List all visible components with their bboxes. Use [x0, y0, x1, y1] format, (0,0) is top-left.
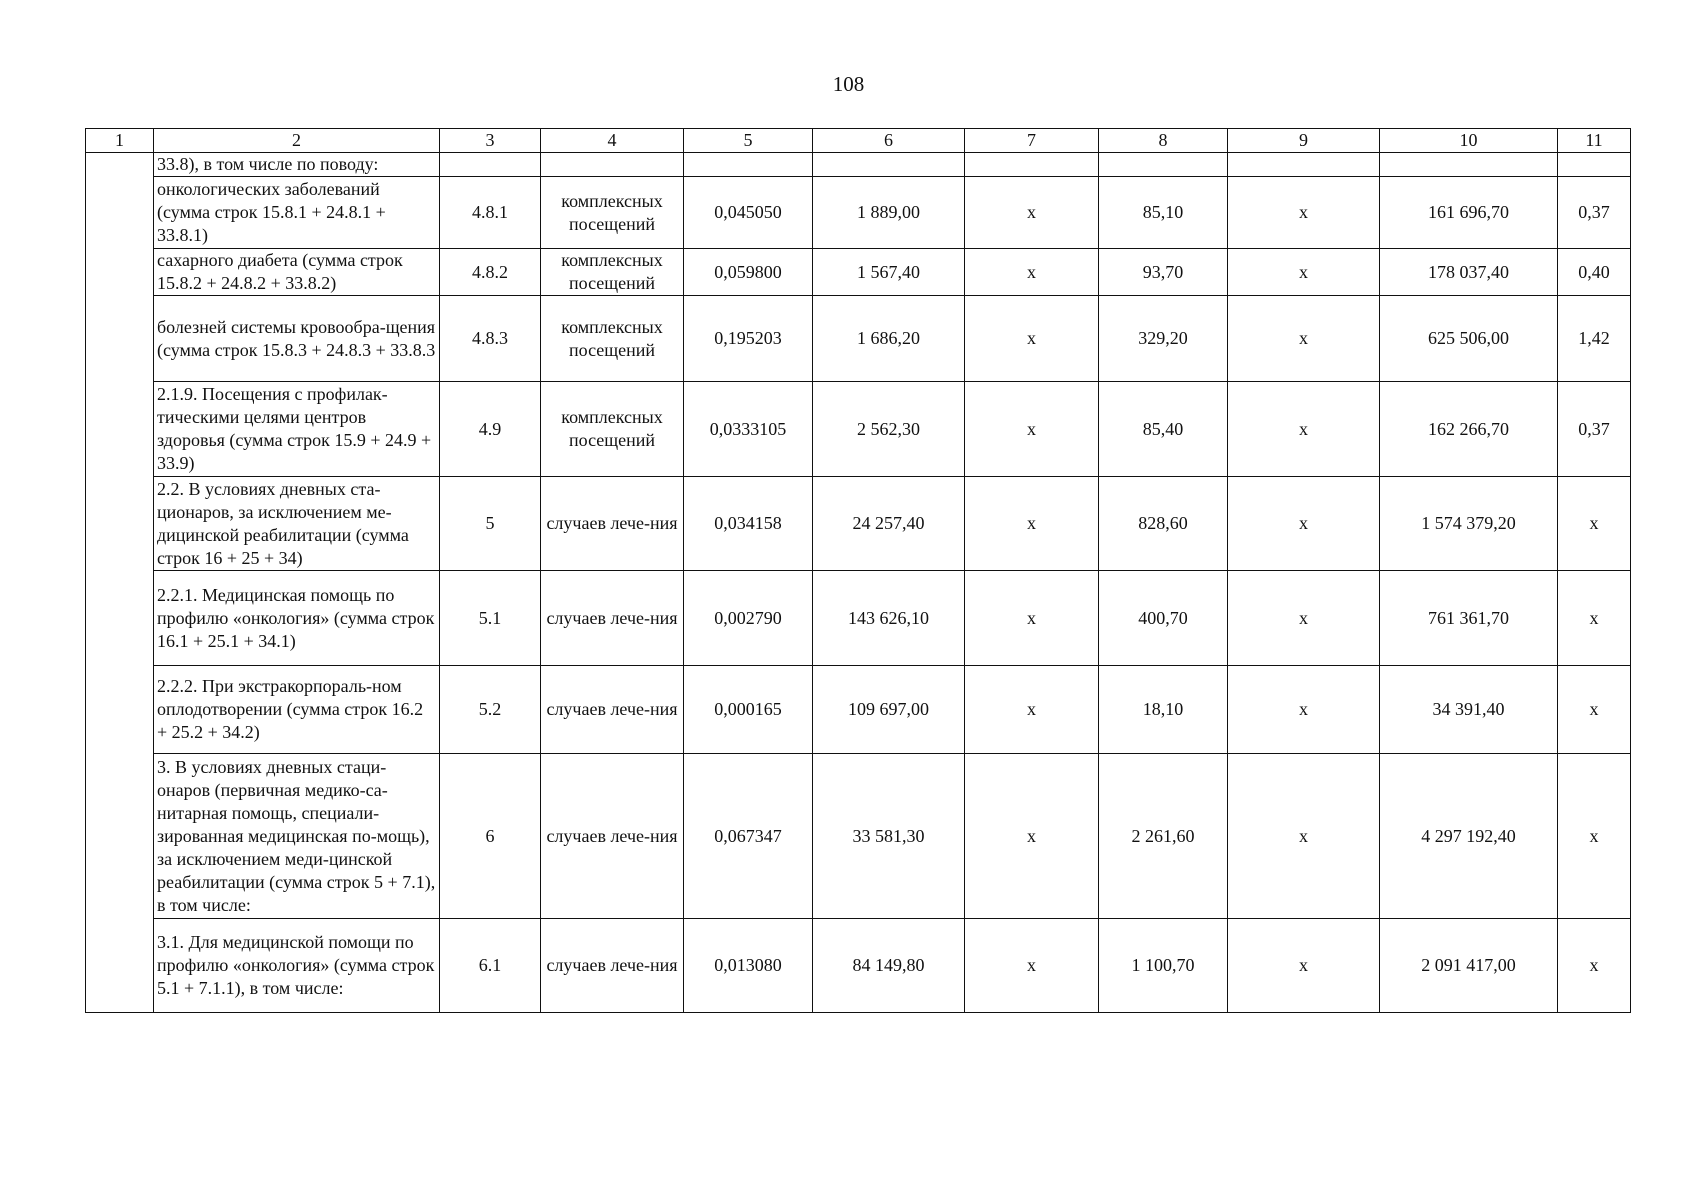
cell-c8	[1099, 153, 1228, 177]
cell-c11: 0,37	[1558, 177, 1631, 249]
table-row	[86, 571, 1631, 666]
cell-c5: 0,034158	[684, 477, 813, 571]
row-code: 4.8.2	[440, 249, 541, 296]
row-label: 3.1. Для медицинской помощи по профилю «онкология» (сумма строк 5.1 + 7.1.1), в том числе:	[154, 919, 440, 1013]
cell-c8: 85,10	[1099, 177, 1228, 249]
cell-c8: 93,70	[1099, 249, 1228, 296]
cell-c6: 24 257,40	[813, 477, 965, 571]
cell-c7: х	[965, 177, 1099, 249]
table-row	[86, 754, 1631, 919]
cell-c7: х	[965, 666, 1099, 754]
unit-cell: комплексных посещений	[541, 382, 684, 477]
row-code: 4.9	[440, 382, 541, 477]
table-row	[86, 249, 1631, 296]
cell-c9: х	[1228, 177, 1380, 249]
cell-c8: 400,70	[1099, 571, 1228, 666]
cell-c7: х	[965, 382, 1099, 477]
cell-c9: х	[1228, 382, 1380, 477]
cell-c5: 0,002790	[684, 571, 813, 666]
cell-c11: х	[1558, 754, 1631, 919]
table-row	[86, 666, 1631, 754]
column-header: 4	[541, 129, 684, 153]
page-number: 108	[832, 72, 865, 96]
cell-c7	[965, 153, 1099, 177]
cell-c7: х	[965, 919, 1099, 1013]
cell-c6	[813, 153, 965, 177]
cell-c11: х	[1558, 919, 1631, 1013]
cell-c6: 143 626,10	[813, 571, 965, 666]
column-header: 1	[86, 129, 154, 153]
cell-c5: 0,195203	[684, 296, 813, 382]
unit-cell: комплексных посещений	[541, 249, 684, 296]
cell-c6: 33 581,30	[813, 754, 965, 919]
row-code: 5.1	[440, 571, 541, 666]
cell-c7: х	[965, 296, 1099, 382]
cell-c11: 0,40	[1558, 249, 1631, 296]
cell-c11: х	[1558, 571, 1631, 666]
cell-c9: х	[1228, 571, 1380, 666]
row-label: 2.1.9. Посещения с профилак-тическими целями центров здоровья (сумма строк 15.9 + 24.9 + 33.9)	[154, 382, 440, 477]
cell-c8: 85,40	[1099, 382, 1228, 477]
cell-c9: х	[1228, 919, 1380, 1013]
column-1-merged-cell	[86, 153, 154, 1013]
cell-c10: 34 391,40	[1380, 666, 1558, 754]
cell-c5: 0,045050	[684, 177, 813, 249]
cell-c7: х	[965, 477, 1099, 571]
row-code: 5.2	[440, 666, 541, 754]
column-header: 7	[965, 129, 1099, 153]
cell-c10: 1 574 379,20	[1380, 477, 1558, 571]
row-code: 5	[440, 477, 541, 571]
cell-c7: х	[965, 249, 1099, 296]
cell-c6: 1 889,00	[813, 177, 965, 249]
row-label: 3. В условиях дневных стаци-онаров (первичная медико-са-нитарная помощь, специали-зированная медицинская по-мощь), за исключением меди-цинской реабилитации (сумма строк 5 + 7.1), в том числе:	[154, 754, 440, 919]
column-header: 3	[440, 129, 541, 153]
unit-cell	[541, 153, 684, 177]
cell-c9: х	[1228, 666, 1380, 754]
cell-c7: х	[965, 571, 1099, 666]
cell-c11: 0,37	[1558, 382, 1631, 477]
cell-c11: х	[1558, 477, 1631, 571]
cell-c6: 2 562,30	[813, 382, 965, 477]
cell-c9: х	[1228, 754, 1380, 919]
cell-c10: 761 361,70	[1380, 571, 1558, 666]
header-row	[86, 129, 1631, 153]
row-label: сахарного диабета (сумма строк 15.8.2 + 24.8.2 + 33.8.2)	[154, 249, 440, 296]
cell-c10: 178 037,40	[1380, 249, 1558, 296]
cell-c11	[1558, 153, 1631, 177]
cell-c5: 0,0333105	[684, 382, 813, 477]
unit-cell: случаев лече-ния	[541, 571, 684, 666]
cell-c6: 84 149,80	[813, 919, 965, 1013]
cell-c10: 161 696,70	[1380, 177, 1558, 249]
cell-c8: 329,20	[1099, 296, 1228, 382]
row-label: 2.2.1. Медицинская помощь по профилю «онкология» (сумма строк 16.1 + 25.1 + 34.1)	[154, 571, 440, 666]
table-row	[86, 153, 1631, 177]
cell-c10: 2 091 417,00	[1380, 919, 1558, 1013]
cell-c9: х	[1228, 477, 1380, 571]
row-code	[440, 153, 541, 177]
column-header: 10	[1380, 129, 1558, 153]
column-header: 6	[813, 129, 965, 153]
unit-cell: случаев лече-ния	[541, 919, 684, 1013]
row-code: 4.8.1	[440, 177, 541, 249]
data-table	[85, 128, 1631, 1013]
column-header: 5	[684, 129, 813, 153]
cell-c9	[1228, 153, 1380, 177]
cell-c6: 1 686,20	[813, 296, 965, 382]
cell-c5	[684, 153, 813, 177]
column-header: 11	[1558, 129, 1631, 153]
cell-c8: 18,10	[1099, 666, 1228, 754]
cell-c9: х	[1228, 249, 1380, 296]
column-header: 2	[154, 129, 440, 153]
cell-c8: 2 261,60	[1099, 754, 1228, 919]
cell-c5: 0,059800	[684, 249, 813, 296]
table-row	[86, 296, 1631, 382]
cell-c9: х	[1228, 296, 1380, 382]
row-label: 2.2. В условиях дневных ста-ционаров, за исключением ме-дицинской реабилитации (сумма строк 16 + 25 + 34)	[154, 477, 440, 571]
table-row	[86, 177, 1631, 249]
row-label: 33.8), в том числе по поводу:	[154, 153, 440, 177]
row-label: 2.2.2. При экстракорпораль-ном оплодотворении (сумма строк 16.2 + 25.2 + 34.2)	[154, 666, 440, 754]
unit-cell: случаев лече-ния	[541, 754, 684, 919]
cell-c5: 0,000165	[684, 666, 813, 754]
row-code: 6	[440, 754, 541, 919]
row-label: болезней системы кровообра-щения (сумма строк 15.8.3 + 24.8.3 + 33.8.3	[154, 296, 440, 382]
column-header: 9	[1228, 129, 1380, 153]
cell-c8: 1 100,70	[1099, 919, 1228, 1013]
cell-c7: х	[965, 754, 1099, 919]
cell-c5: 0,067347	[684, 754, 813, 919]
cell-c6: 1 567,40	[813, 249, 965, 296]
unit-cell: комплексных посещений	[541, 177, 684, 249]
cell-c10: 625 506,00	[1380, 296, 1558, 382]
unit-cell: случаев лече-ния	[541, 477, 684, 571]
cell-c5: 0,013080	[684, 919, 813, 1013]
cell-c10	[1380, 153, 1558, 177]
cell-c11: 1,42	[1558, 296, 1631, 382]
cell-c6: 109 697,00	[813, 666, 965, 754]
cell-c11: х	[1558, 666, 1631, 754]
unit-cell: комплексных посещений	[541, 296, 684, 382]
table-row	[86, 382, 1631, 477]
table-row	[86, 477, 1631, 571]
cell-c10: 4 297 192,40	[1380, 754, 1558, 919]
cell-c10: 162 266,70	[1380, 382, 1558, 477]
column-header: 8	[1099, 129, 1228, 153]
cell-c8: 828,60	[1099, 477, 1228, 571]
row-code: 4.8.3	[440, 296, 541, 382]
row-code: 6.1	[440, 919, 541, 1013]
row-label: онкологических заболеваний (сумма строк 15.8.1 + 24.8.1 + 33.8.1)	[154, 177, 440, 249]
unit-cell: случаев лече-ния	[541, 666, 684, 754]
table-row	[86, 919, 1631, 1013]
